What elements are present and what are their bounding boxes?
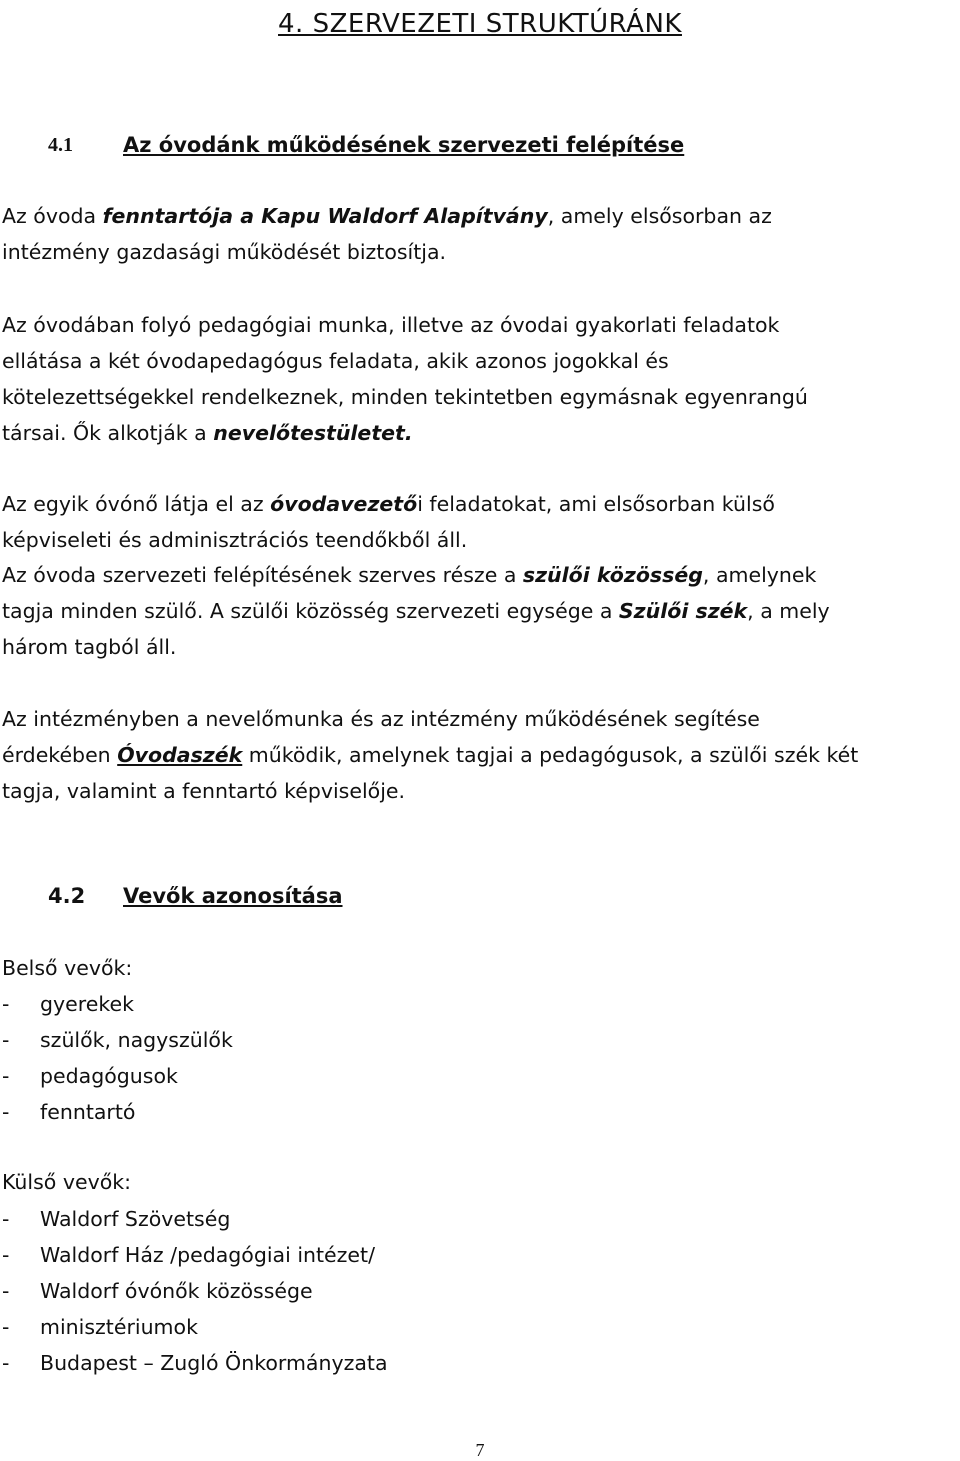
text-line (2, 415, 952, 451)
section-title: Az óvodánk működésének szervezeti felépítése (123, 133, 685, 157)
emphasis-szuloi-szek: Szülői szék (618, 599, 748, 623)
list-item-text: szülők, nagyszülők (40, 1028, 233, 1052)
text-line (2, 737, 952, 773)
emphasis-ovodavezeto: óvodavezető (270, 492, 418, 516)
list-item-text: gyerekek (40, 992, 134, 1016)
chapter-title: 4. SZERVEZETI STRUKTÚRÁNK (278, 9, 682, 39)
text-line (2, 486, 952, 522)
text-line: tagja, valamint a fenntartó képviselője. (2, 779, 406, 803)
emphasis-szuloi-kozosseg: szülői közösség (522, 563, 703, 587)
list-dash: - (2, 1207, 10, 1231)
list-item-text: fenntartó (40, 1100, 136, 1124)
text-line (2, 198, 952, 234)
text-run: , amelynek (702, 563, 817, 587)
paragraph-nevelotestulet (2, 307, 952, 451)
text-run: i feladatokat, ami elsősorban külső (417, 492, 775, 516)
text-line: kötelezettségekkel rendelkeznek, minden tekintetben egymásnak egyenrangú (2, 385, 808, 409)
list-dash: - (2, 1279, 10, 1303)
list-dash: - (2, 1028, 10, 1052)
paragraph-fenntarto (2, 198, 952, 270)
list-dash: - (2, 1351, 10, 1375)
text-run: , amely elsősorban az (547, 204, 772, 228)
list-item-text: Waldorf Szövetség (40, 1207, 231, 1231)
paragraph-ovodavezeto (2, 486, 952, 558)
text-run: Az óvoda szervezeti felépítésének szerves része a (2, 563, 523, 587)
paragraph-szuloi-kozosseg (2, 557, 952, 665)
section-number: 4.1 (48, 134, 73, 156)
text-run: tagja minden szülő. A szülői közösség szervezeti egysége a (2, 599, 619, 623)
section-number: 4.2 (48, 884, 86, 908)
emphasis-nevelotestulet: nevelőtestületet. (213, 421, 413, 445)
text-run: Az óvoda (2, 204, 103, 228)
text-run: társai. Ők alkotják a (2, 421, 214, 445)
text-line: Az óvodában folyó pedagógiai munka, illetve az óvodai gyakorlati feladatok (2, 313, 780, 337)
emphasis-ovodaszek: Óvodaszék (117, 743, 243, 767)
list-dash: - (2, 1243, 10, 1267)
text-run: Az egyik óvónő látja el az (2, 492, 271, 516)
text-line (2, 593, 952, 629)
text-line: ellátása a két óvodapedagógus feladata, akik azonos jogokkal és (2, 349, 669, 373)
list-item-text: Waldorf óvónők közössége (40, 1279, 313, 1303)
list-dash: - (2, 1315, 10, 1339)
page-number: 7 (475, 1440, 485, 1460)
list-dash: - (2, 1064, 10, 1088)
list-item-text: minisztériumok (40, 1315, 198, 1339)
text-run: érdekében (2, 743, 118, 767)
text-run: , a mely (747, 599, 830, 623)
paragraph-ovodaszek (2, 701, 952, 809)
text-line: három tagból áll. (2, 635, 177, 659)
text-line: Az intézményben a nevelőmunka és az intézmény működésének segítése (2, 707, 760, 731)
emphasis-fenntarto: fenntartója a Kapu Waldorf Alapítvány (102, 204, 548, 228)
section-title: Vevők azonosítása (123, 884, 343, 908)
list-dash: - (2, 1100, 10, 1124)
text-line: intézmény gazdasági működését biztosítja. (2, 240, 447, 264)
text-line (2, 557, 952, 593)
list-item-text: pedagógusok (40, 1064, 178, 1088)
list-item-text: Waldorf Ház /pedagógiai intézet/ (40, 1243, 375, 1267)
text-run: működik, amelynek tagjai a pedagógusok, a szülői szék két (242, 743, 859, 767)
list-dash: - (2, 992, 10, 1016)
text-line: képviseleti és adminisztrációs teendőkből áll. (2, 528, 468, 552)
list-item-text: Budapest – Zugló Önkormányzata (40, 1351, 388, 1375)
belso-vevok-label: Belső vevők: (2, 956, 133, 980)
kulso-vevok-label: Külső vevők: (2, 1170, 132, 1194)
